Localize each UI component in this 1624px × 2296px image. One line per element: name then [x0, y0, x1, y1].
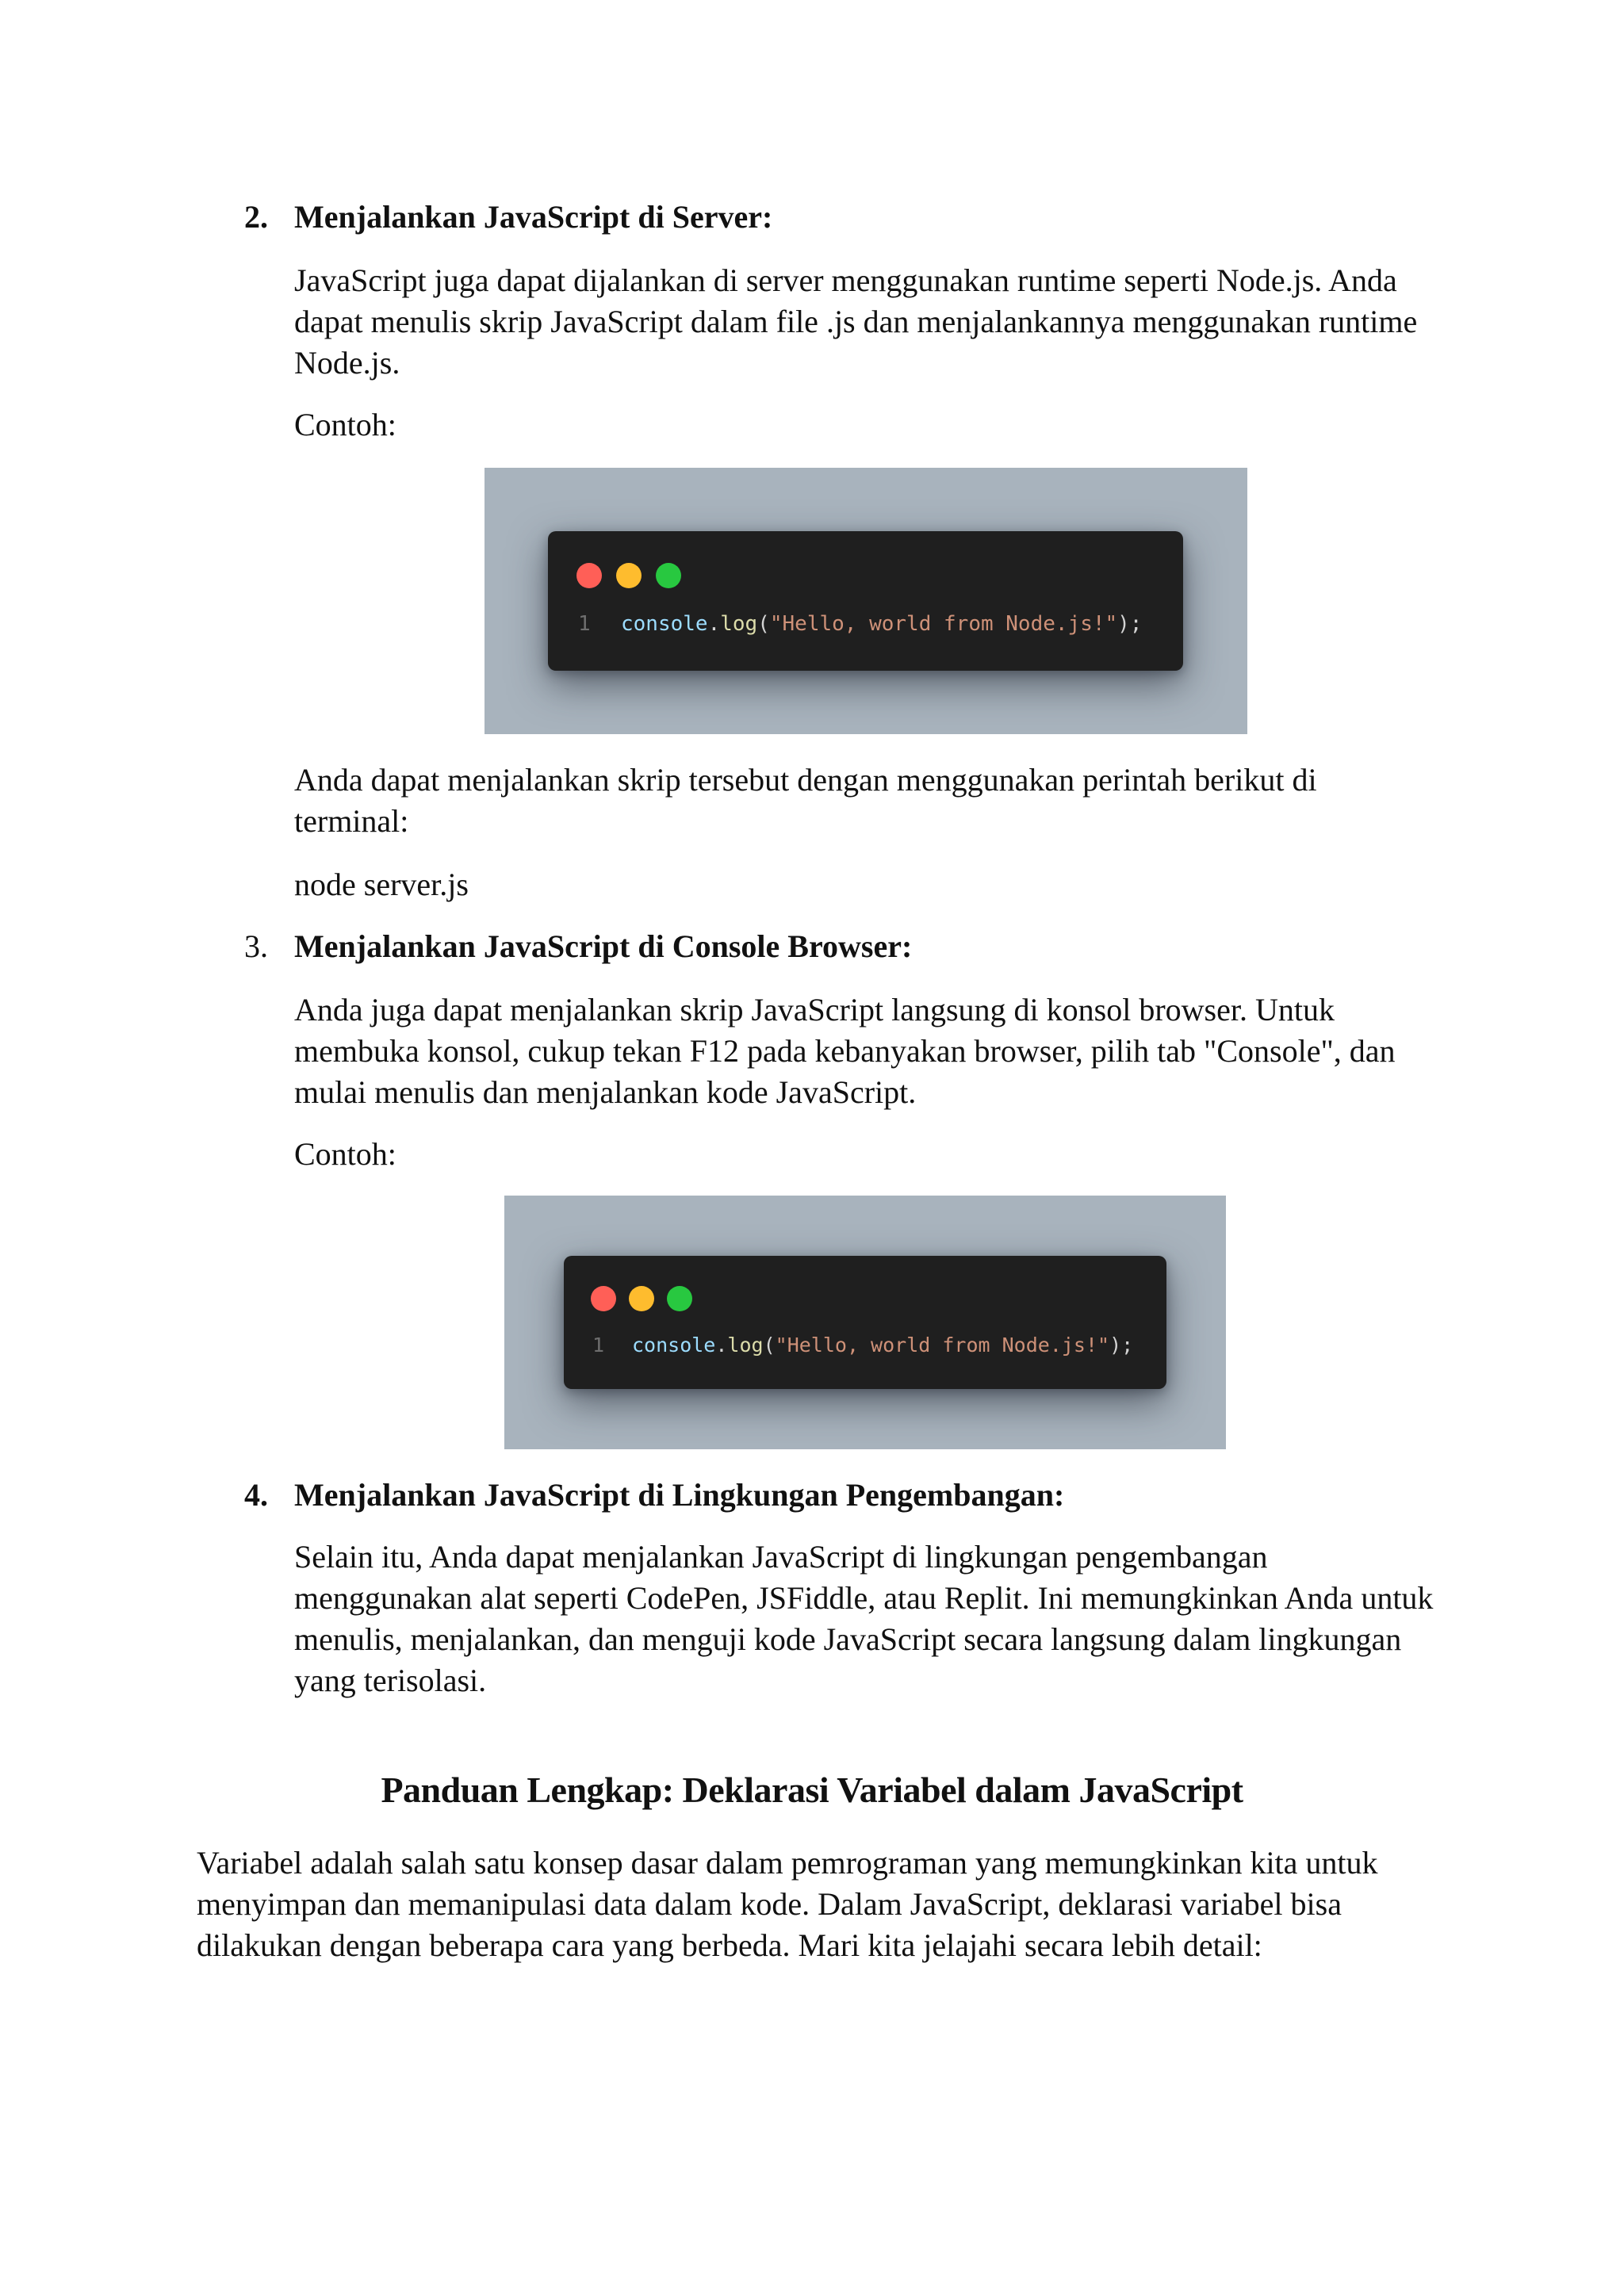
- paragraph: Selain itu, Anda dapat menjalankan JavaScript di lingkungan pengembangan menggunakan alat seperti CodePen, JSFiddle, atau Replit. Ini memungkinkan Anda untuk menulis, menjalankan, dan menguji kode JavaScript secara langsung dalam lingkungan yang terisolasi.: [294, 1539, 1434, 1698]
- line-number: 1: [578, 612, 591, 636]
- list-item-title: Menjalankan JavaScript di Lingkungan Pengembangan:: [294, 1477, 1065, 1513]
- code-token-open: (: [757, 612, 770, 636]
- paragraph: Anda dapat menjalankan skrip tersebut dengan menggunakan perintah berikut di terminal:: [294, 762, 1317, 839]
- code-token-object: console: [632, 1334, 716, 1357]
- code-token-close: );: [1117, 612, 1143, 636]
- code-screenshot: [485, 468, 1247, 734]
- code-window: [564, 1256, 1166, 1389]
- code-token-method: log: [727, 1334, 764, 1357]
- code-screenshot: [504, 1196, 1226, 1449]
- example-label: Contoh:: [294, 407, 396, 442]
- code-token-dot: .: [707, 612, 721, 636]
- list-item-number: 2.: [244, 199, 268, 235]
- code-token-object: console: [621, 612, 708, 636]
- window-maximize-dot-icon: [667, 1286, 692, 1311]
- example-label: Contoh:: [294, 1136, 396, 1172]
- code-token-string: "Hello, world from Node.js!": [775, 1334, 1110, 1357]
- code-token-dot: .: [715, 1334, 728, 1357]
- window-minimize-dot-icon: [629, 1286, 654, 1311]
- code-token-open: (: [763, 1334, 776, 1357]
- paragraph: Anda juga dapat menjalankan skrip JavaScript langsung di konsol browser. Untuk membuka konsol, cukup tekan F12 pada kebanyakan browser, pilih tab "Console", dan mulai menulis dan menjalankan kode JavaScript.: [294, 992, 1396, 1110]
- code-line: [592, 1332, 1133, 1359]
- paragraph: JavaScript juga dapat dijalankan di server menggunakan runtime seperti Node.js. Anda dapat menulis skrip JavaScript dalam file .js dan menjalankannya menggunakan runtime Node.js.: [294, 262, 1418, 381]
- command-text: node server.js: [294, 867, 469, 902]
- section-title: Panduan Lengkap: Deklarasi Variabel dalam JavaScript: [381, 1770, 1243, 1810]
- code-token-close: );: [1109, 1334, 1134, 1357]
- window-maximize-dot-icon: [656, 563, 681, 588]
- list-item-title: Menjalankan JavaScript di Server:: [294, 199, 773, 235]
- section-paragraph: Variabel adalah salah satu konsep dasar dalam pemrograman yang memungkinkan kita untuk menyimpan dan memanipulasi data dalam kode. Dalam JavaScript, deklarasi variabel bisa dilakukan dengan beberapa cara yang berbeda. Mari kita jelajahi secara lebih detail:: [197, 1845, 1378, 1963]
- window-close-dot-icon: [576, 563, 602, 588]
- code-line: [578, 610, 1142, 637]
- window-close-dot-icon: [591, 1286, 616, 1311]
- line-number: 1: [592, 1334, 605, 1357]
- list-item-number: 4.: [244, 1477, 268, 1513]
- list-item-number: 3.: [244, 928, 268, 964]
- list-item-title: Menjalankan JavaScript di Console Browser:: [294, 928, 913, 964]
- code-window: [548, 531, 1183, 671]
- window-minimize-dot-icon: [616, 563, 642, 588]
- code-token-string: "Hello, world from Node.js!": [769, 612, 1118, 636]
- code-token-method: log: [720, 612, 758, 636]
